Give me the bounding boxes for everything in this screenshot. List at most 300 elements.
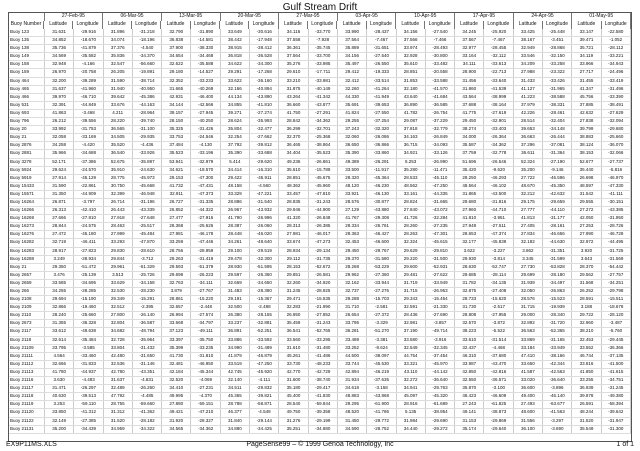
table-cell: -52.672 [309, 264, 338, 271]
table-cell: 37.564 [338, 37, 367, 44]
table-cell: 52.677 [572, 159, 601, 166]
table-cell: 33.744 [338, 361, 367, 368]
table-cell: -23.322 [543, 69, 572, 76]
table-cell: 3.920 [572, 248, 601, 255]
table-cell: -7.466 [426, 37, 455, 44]
table-cell: 35.836 [104, 53, 133, 60]
table-cell: 26.714 [104, 199, 133, 206]
table-cell: -38.330 [191, 45, 220, 52]
buoy-label: Buoy 21111 [9, 353, 45, 360]
buoy-label: Buoy 21119 [9, 401, 45, 408]
table-cell: 36.540 [104, 150, 133, 157]
table-cell: 27.243 [455, 401, 484, 408]
buoy-label: Buoy 21131 [9, 426, 45, 433]
table-cell: -37.135 [602, 353, 631, 360]
table-cell: -27.622 [426, 272, 455, 279]
table-cell: -27.540 [426, 29, 455, 36]
table-cell: 32.391 [45, 102, 74, 109]
table-cell: -30.800 [426, 53, 455, 60]
table-cell: 32.866 [45, 304, 74, 311]
table-cell: -31.218 [133, 29, 162, 36]
table-cell: 52.171 [45, 159, 74, 166]
table-cell: 35.174 [455, 426, 484, 433]
table-cell: 41.775 [455, 110, 484, 117]
table-cell: 31.875 [279, 86, 308, 93]
table-cell: 45.756 [572, 94, 601, 101]
table-cell: 26.654 [338, 312, 367, 319]
table-cell: -27.190 [543, 159, 572, 166]
table-cell: 31.896 [104, 29, 133, 36]
table-cell: -24.496 [602, 69, 631, 76]
table-cell: -28.161 [543, 223, 572, 230]
table-cell: -26.260 [133, 385, 162, 392]
table-cell: -18.670 [74, 37, 103, 44]
table-cell: -19.460 [74, 304, 103, 311]
table-cell: 42.780 [104, 369, 133, 376]
table-cell: -14.527 [191, 69, 220, 76]
table-row [9, 69, 631, 77]
table-cell: -33.985 [309, 61, 338, 68]
table-cell: -31.816 [484, 199, 513, 206]
table-cell: -33.981 [309, 78, 338, 85]
buoy-label: Buoy 21113 [9, 369, 45, 376]
table-cell: -49.638 [74, 328, 103, 335]
table-cell: -29.772 [367, 418, 396, 425]
table-cell: -49.714 [426, 328, 455, 335]
table-cell: -7.467 [484, 37, 513, 44]
table-row [9, 118, 631, 126]
table-cell: 36.465 [279, 142, 308, 149]
table-cell: -46.017 [309, 231, 338, 238]
table-cell: 32.536 [104, 361, 133, 368]
table-cell: 48.600 [514, 409, 543, 416]
table-cell: -32.477 [250, 126, 279, 133]
table-cell: -45.668 [133, 183, 162, 190]
table-cell: 37.243 [338, 126, 367, 133]
table-cell: 29.930 [455, 256, 484, 263]
table-row [9, 377, 631, 385]
buoy-label: Buoy 266 [9, 288, 45, 295]
table-cell: -61.825 [484, 401, 513, 408]
table-cell: 49.995 [162, 393, 191, 400]
table-cell: -45.364 [367, 175, 396, 182]
table-cell: 28.448 [221, 231, 250, 238]
table-cell: -34.943 [602, 61, 631, 68]
table-cell: -38.873 [484, 409, 513, 416]
table-cell: 29.478 [221, 256, 250, 263]
table-cell: 39.471 [572, 37, 601, 44]
table-cell: 36.299 [279, 126, 308, 133]
table-cell: 26.698 [572, 175, 601, 182]
table-cell: -3.690 [543, 426, 572, 433]
table-cell: 29.597 [221, 272, 250, 279]
table-cell: -59.151 [191, 401, 220, 408]
table-cell: 36.563 [514, 328, 543, 335]
table-cell: -28.120 [602, 312, 631, 319]
table-cell: -27.629 [602, 110, 631, 117]
table-cell: 28.733 [455, 296, 484, 303]
table-cell: -44.142 [426, 369, 455, 376]
table-cell: 27.988 [514, 69, 543, 76]
table-cell: -39.513 [74, 393, 103, 400]
table-cell: -26.140 [133, 312, 162, 319]
table-cell: -27.550 [367, 110, 396, 117]
table-cell: 31.455 [572, 78, 601, 85]
table-cell: 33.921 [338, 191, 367, 198]
table-cell: 29.961 [104, 264, 133, 271]
table-cell: 41.767 [338, 215, 367, 222]
table-cell: 29.180 [162, 69, 191, 76]
table-cell: -43.351 [133, 369, 162, 376]
table-cell: -3.468 [74, 110, 103, 117]
table-cell: 37.190 [397, 328, 426, 335]
table-cell: 33.147 [572, 29, 601, 36]
table-cell: 45.097 [397, 393, 426, 400]
table-cell: 33.850 [45, 409, 74, 416]
table-cell: 31.860 [455, 86, 484, 93]
table-cell: 35.721 [572, 45, 601, 52]
table-cell: -29.767 [367, 248, 396, 255]
table-cell: 41.726 [397, 215, 426, 222]
table-cell: -2.488 [250, 304, 279, 311]
table-cell: 48.244 [572, 409, 601, 416]
table-cell: -31.335 [191, 199, 220, 206]
table-cell: -2.448 [191, 304, 220, 311]
table-cell: -27.945 [191, 110, 220, 117]
table-cell: 29.481 [397, 272, 426, 279]
table-cell: 42.745 [221, 369, 250, 376]
table-cell: -31.650 [133, 353, 162, 360]
date-header: 24-Apr-95 [514, 13, 573, 21]
table-cell: 28.930 [221, 264, 250, 271]
table-cell: -52.931 [426, 264, 455, 271]
table-cell: 31.939 [514, 280, 543, 287]
table-cell: 31.542 [572, 191, 601, 198]
table-row [9, 142, 631, 150]
table-cell: 33.676 [104, 102, 133, 109]
table-cell: -46.020 [250, 231, 279, 238]
table-cell: -44.322 [191, 207, 220, 214]
table-cell: -3.797 [74, 199, 103, 206]
table-cell: 33.674 [279, 239, 308, 246]
table-cell: 28.808 [455, 312, 484, 319]
table-cell: 48.883 [338, 393, 367, 400]
latlon-header: Longitude [73, 21, 102, 29]
table-cell: 41.587 [514, 369, 543, 376]
table-cell: -33.926 [133, 150, 162, 157]
table-cell: -29.445 [602, 337, 631, 344]
table-cell: 28.150 [162, 118, 191, 125]
table-cell: -31.165 [543, 337, 572, 344]
table-cell: 27.838 [572, 118, 601, 125]
table-cell: 33.184 [514, 345, 543, 352]
table-cell: 33.252 [338, 345, 367, 352]
table-cell: 42.050 [572, 215, 601, 222]
table-cell: -29.935 [133, 134, 162, 141]
table-cell: 33.329 [221, 191, 250, 198]
buoy-label: Buoy 21117 [9, 385, 45, 392]
table-cell: -48.640 [250, 239, 279, 246]
table-cell: 38.124 [572, 142, 601, 149]
table-cell: 48.158 [221, 183, 250, 190]
table-cell: -42.344 [543, 361, 572, 368]
table-cell: -31.351 [543, 248, 572, 255]
table-cell: 3.188 [572, 304, 601, 311]
table-cell: -45.180 [74, 231, 103, 238]
table-cell: 35.325 [162, 126, 191, 133]
table-cell: 28.540 [279, 401, 308, 408]
table-cell: -26.863 [543, 288, 572, 295]
buoy-label: Buoy 21116 [9, 377, 45, 384]
table-cell: -31.243 [309, 199, 338, 206]
table-cell: 27.990 [572, 231, 601, 238]
table-cell: 36.663 [514, 134, 543, 141]
table-cell: 33.259 [162, 239, 191, 246]
buoy-label: Buoy 21118 [9, 393, 45, 400]
table-cell: -45.110 [426, 175, 455, 182]
table-row [9, 280, 631, 288]
table-cell: -35.588 [191, 61, 220, 68]
table-cell: -3.896 [543, 385, 572, 392]
table-cell: 35.610 [279, 167, 308, 174]
table-cell: -29.763 [426, 385, 455, 392]
table-cell: -41.264 [367, 86, 396, 93]
table-cell: -52.765 [309, 328, 338, 335]
table-cell: 32.949 [514, 45, 543, 52]
table-cell: -31.950 [602, 215, 631, 222]
table-cell: 33.650 [514, 361, 543, 368]
table-cell: 27.981 [162, 231, 191, 238]
table-cell: -41.615 [602, 369, 631, 376]
table-cell: 31.715 [397, 288, 426, 295]
table-row [9, 393, 631, 401]
table-cell: -9.620 [484, 167, 513, 174]
latlon-header: Latitude [396, 21, 425, 29]
table-cell: 37.900 [162, 45, 191, 52]
table-cell: -34.880 [309, 426, 338, 433]
table-cell: -41.486 [309, 353, 338, 360]
table-cell: -34.797 [191, 320, 220, 327]
table-cell: 31.637 [104, 377, 133, 384]
table-cell: 33.425 [514, 29, 543, 36]
table-cell: -43.880 [367, 207, 396, 214]
table-cell: 29.593 [162, 264, 191, 271]
table-cell: -33.514 [367, 78, 396, 85]
table-row [9, 29, 631, 37]
table-cell: 29.471 [279, 296, 308, 303]
table-cell: 33.612 [45, 328, 74, 335]
table-cell: 27.960 [455, 207, 484, 214]
table-cell: -42.632 [543, 191, 572, 198]
table-cell: 49.236 [279, 159, 308, 166]
table-cell: -33.482 [426, 61, 455, 68]
table-cell: -47.301 [426, 231, 455, 238]
table-cell: 42.770 [279, 369, 308, 376]
table-cell: -41.500 [602, 361, 631, 368]
table-cell: 36.650 [338, 142, 367, 149]
table-cell: -51.472 [74, 264, 103, 271]
table-cell: 42.931 [162, 94, 191, 101]
table-cell: -37.229 [426, 118, 455, 125]
table-row [9, 215, 631, 223]
date-header: 03-Apr-95 [338, 13, 397, 21]
table-cell: -41.570 [426, 86, 455, 93]
table-cell: -58.871 [250, 401, 279, 408]
table-cell: -44.630 [543, 239, 572, 246]
table-cell: -28.155 [250, 312, 279, 319]
table-cell: 32.352 [162, 78, 191, 85]
table-cell: -44.335 [426, 191, 455, 198]
table-cell: 35.889 [338, 45, 367, 52]
table-cell: 31.483 [221, 288, 250, 295]
buoy-label: Buoy 5919 [9, 175, 45, 182]
table-cell: 41.750 [279, 110, 308, 117]
table-cell: 28.934 [279, 248, 308, 255]
table-cell: 4.564 [45, 353, 74, 360]
table-cell: -45.484 [133, 231, 162, 238]
table-cell: -41.539 [484, 86, 513, 93]
table-cell: -33.221 [602, 53, 631, 60]
table-cell: -43.932 [250, 207, 279, 214]
table-cell: -38.714 [133, 78, 162, 85]
table-cell: 26.967 [221, 207, 250, 214]
table-cell: 29.175 [514, 199, 543, 206]
table-cell: -28.493 [426, 45, 455, 52]
table-cell: -31.720 [543, 320, 572, 327]
table-cell: 49.400 [514, 393, 543, 400]
table-cell: -32.284 [426, 215, 455, 222]
table-cell: 34.855 [221, 102, 250, 109]
table-cell: -22.580 [602, 29, 631, 36]
table-cell: 31.853 [397, 78, 426, 85]
table-cell: -47.374 [484, 231, 513, 238]
buoy-label: Buoy 159 [9, 69, 45, 76]
table-cell: -31.100 [133, 126, 162, 133]
table-cell: 32.547 [104, 61, 133, 68]
table-cell: -29.798 [602, 288, 631, 295]
table-cell: -38.954 [426, 409, 455, 416]
table-cell: -26.550 [367, 61, 396, 68]
table-cell: -26.761 [367, 223, 396, 230]
table-cell: -27.662 [250, 134, 279, 141]
table-cell: -4.831 [133, 377, 162, 384]
table-cell: 31.433 [514, 78, 543, 85]
table-cell: -35.582 [74, 53, 103, 60]
table-cell: 33.974 [397, 45, 426, 52]
table-cell: 33.668 [162, 320, 191, 327]
table-cell: -15.703 [367, 296, 396, 303]
table-cell: -4.485 [133, 393, 162, 400]
table-cell: -27.737 [602, 159, 631, 166]
latlon-header: Longitude [191, 21, 220, 29]
table-cell: -63.677 [543, 401, 572, 408]
table-cell: -31.364 [543, 150, 572, 157]
table-cell: -32.901 [484, 118, 513, 125]
table-cell: 48.520 [338, 409, 367, 416]
table-cell: -56.660 [133, 61, 162, 68]
table-cell: 33.649 [221, 29, 250, 36]
table-cell: 32.260 [279, 280, 308, 287]
table-cell: 35.736 [45, 45, 74, 52]
table-cell: 34.163 [397, 134, 426, 141]
table-cell: 32.200 [45, 78, 74, 85]
latlon-header-row [9, 21, 631, 29]
table-cell: -52.251 [250, 328, 279, 335]
table-row [9, 345, 631, 353]
table-cell: 27.981 [279, 231, 308, 238]
table-row [9, 418, 631, 426]
table-cell: -33.169 [74, 134, 103, 141]
table-cell: 37.566 [397, 37, 426, 44]
table-cell: -44.909 [74, 191, 103, 198]
table-cell: 37.567 [455, 37, 484, 44]
table-cell: -39.740 [133, 118, 162, 125]
table-cell: 38.210 [572, 328, 601, 335]
table-cell: -33.949 [543, 345, 572, 352]
table-cell: 36.838 [162, 37, 191, 44]
table-cell: 33.795 [338, 320, 367, 327]
latlon-header: Longitude [543, 21, 572, 29]
table-cell: -41.830 [309, 393, 338, 400]
table-cell: 28.240 [45, 312, 74, 319]
table-cell: -27.372 [367, 312, 396, 319]
table-cell: 48.597 [572, 183, 601, 190]
table-cell: 31.153 [455, 418, 484, 425]
table-cell: -25.517 [133, 223, 162, 230]
table-cell: 36.890 [397, 102, 426, 109]
table-cell: -31.540 [250, 199, 279, 206]
table-cell: -47.250 [426, 183, 455, 190]
latlon-header: Latitude [44, 21, 73, 29]
table-cell: 32.177 [455, 239, 484, 246]
table-cell: 37.979 [514, 102, 543, 109]
table-cell: -44.900 [309, 207, 338, 214]
table-cell: -3.100 [484, 385, 513, 392]
buoy-label: Buoy 158 [9, 61, 45, 68]
table-cell: -30.616 [250, 29, 279, 36]
table-cell: 46.744 [572, 353, 601, 360]
table-cell: -53.229 [367, 264, 396, 271]
table-cell: 48.120 [338, 183, 367, 190]
table-cell: 28.775 [104, 175, 133, 182]
table-cell: -48.794 [133, 328, 162, 335]
table-cell: -3.951 [484, 215, 513, 222]
table-cell: 28.824 [397, 199, 426, 206]
table-cell: 32.550 [455, 377, 484, 384]
table-cell: 28.260 [397, 223, 426, 230]
date-header: 10-Apr-95 [396, 13, 455, 21]
table-row [9, 248, 631, 256]
table-cell: -29.690 [426, 418, 455, 425]
table-cell: -46.600 [367, 239, 396, 246]
table-cell: -34.751 [602, 377, 631, 384]
table-cell: 37.376 [104, 45, 133, 52]
table-row [9, 94, 631, 102]
table-cell: -5.760 [602, 328, 631, 335]
table-cell: 35.523 [162, 150, 191, 157]
table-cell: -3.451 [543, 37, 572, 44]
table-cell: -7.928 [309, 37, 338, 44]
table-cell: -45.615 [426, 239, 455, 246]
table-cell: -47.273 [309, 239, 338, 246]
table-cell: 32.549 [397, 345, 426, 352]
table-cell: -20.558 [426, 69, 455, 76]
table-cell: 35.180 [279, 385, 308, 392]
table-cell: 27.777 [514, 207, 543, 214]
table-cell: -44.495 [602, 239, 631, 246]
table-cell: 27.477 [162, 215, 191, 222]
table-cell: -4.560 [250, 183, 279, 190]
